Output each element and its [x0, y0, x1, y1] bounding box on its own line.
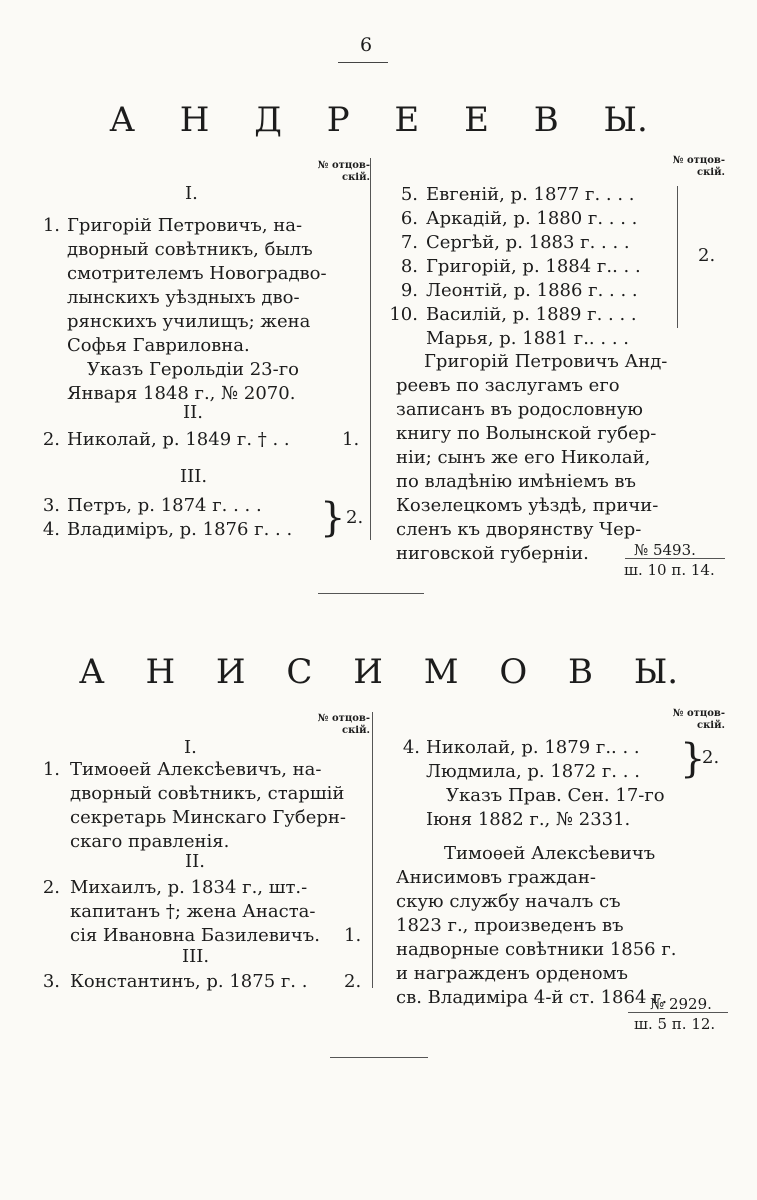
anisimovy-note: Тимоѳей Алексѣевичъ Анисимовъ граждан- скую службу началъ съ 1823 г., произведенъ въ надворные совѣтники 1856 г. и награжденъ орденомъ св. Владиміра 4-й ст. 1864 г.: [396, 843, 677, 1008]
title-letter: А: [109, 100, 135, 140]
page-number-rule: [338, 62, 388, 63]
otc-header-left: № отцов- скій.: [317, 160, 370, 183]
list-item: 5. Евгеній, р. 1877 г. . . .: [400, 184, 635, 205]
title-letter: Ы.: [633, 652, 679, 692]
otc-number: 2.: [344, 971, 362, 992]
right-entries: [384, 183, 641, 351]
entry-number: 4.: [42, 519, 60, 540]
entry-3-text: Петръ, р. 1874 г. . . .: [67, 495, 262, 516]
section-divider: [330, 1057, 428, 1058]
shelf-mark: ш. 10 п. 14.: [624, 561, 715, 579]
file-number: № 2929.: [650, 995, 712, 1013]
otc-number: 2.: [702, 747, 720, 768]
entry-5-text: Людмила, р. 1872 г. . .: [426, 761, 640, 782]
title-letter: И: [215, 652, 246, 692]
shelf-mark: ш. 5 п. 12.: [634, 1015, 716, 1033]
list-item: Марья, р. 1881 г.. . . .: [426, 328, 629, 349]
entry-2-text: Михаилъ, р. 1834 г., шт.- капитанъ †; жена Анаста- сія Ивановна Базилевичъ.: [70, 877, 320, 946]
entry-4-text: Владиміръ, р. 1876 г. . .: [67, 519, 293, 540]
title-letter: С: [286, 652, 313, 692]
list-item: 6. Аркадій, р. 1880 г. . . .: [400, 208, 638, 229]
andreevy-title: [0, 100, 757, 140]
title-letter: Н: [145, 652, 176, 692]
title-letter: А: [78, 652, 105, 692]
file-number: № 5493.: [634, 541, 696, 559]
ukaz-text: Указъ Герольдіи 23-го Января 1848 г., № 2070.: [67, 359, 299, 404]
entry-1-text: Тимоѳей Алексѣевичъ, на- дворный совѣтникъ, старшій секретарь Минскаго Губерн- скаго правленія.: [70, 759, 346, 852]
generation-heading: I.: [185, 183, 198, 204]
title-letter: М: [423, 652, 459, 692]
otc-number: 2.: [346, 507, 364, 528]
entry-1-text: Григорій Петровичъ, на- дворный совѣтникъ, былъ смотрителемъ Новоградво- лынскихъ уѣздныхъ дво- рянскихъ училищъ; жена Софья Гавриловна.: [67, 215, 327, 356]
entry-4-text: Николай, р. 1879 г.. . .: [426, 737, 640, 758]
generation-heading: II.: [185, 851, 205, 872]
generation-heading: I.: [184, 737, 197, 758]
entry-number: 2.: [42, 429, 60, 450]
title-letter: О: [499, 652, 528, 692]
brace: }: [680, 736, 706, 782]
title-letter: Е: [394, 100, 420, 140]
entry-number: 1.: [42, 759, 60, 780]
anisimovy-title: [0, 652, 757, 692]
list-item: 7. Сергѣй, р. 1883 г. . . .: [400, 232, 630, 253]
title-letter: Д: [254, 100, 282, 140]
list-item: 9. Леонтій, р. 1886 г. . . .: [400, 280, 638, 301]
page-number: 6: [360, 34, 373, 56]
generation-heading: III.: [182, 946, 210, 967]
otc-number: 1.: [344, 925, 362, 946]
generation-heading: II.: [183, 402, 203, 423]
title-letter: В: [533, 100, 559, 140]
entry-2-text: Николай, р. 1849 г. † . .: [67, 429, 290, 450]
brace: }: [320, 495, 346, 541]
column-divider: [370, 158, 371, 540]
entry-number: 2.: [42, 877, 60, 898]
entry-number: 3.: [42, 495, 60, 516]
andreevy-note: Григорій Петровичъ Анд- реевъ по заслугамъ его записанъ въ родословную книгу по Волынской губер- ніи; сынъ же его Николай, по владѣнію имѣніемъ въ Козелецкомъ уѣздѣ, причи- сленъ къ дворянству Чер- ниговской губерніи.: [396, 351, 668, 564]
section-divider: [318, 593, 424, 594]
title-letter: Ы.: [603, 100, 648, 140]
ukaz-text: Указъ Прав. Сен. 17-го Іюня 1882 г., № 2331.: [426, 785, 665, 830]
otc-number: 1.: [342, 429, 360, 450]
otc-header-right: № отцов- скій.: [672, 155, 725, 178]
title-letter: Н: [179, 100, 210, 140]
generation-heading: III.: [180, 466, 208, 487]
list-item: 10. Василій, р. 1889 г. . . .: [389, 304, 637, 325]
column-divider: [372, 712, 373, 988]
brace-line: [677, 186, 678, 328]
otc-header-right: № отцов- скій.: [672, 708, 725, 731]
title-letter: В: [568, 652, 594, 692]
list-item: 8. Григорій, р. 1884 г.. . .: [400, 256, 641, 277]
otc-header-left: № отцов- скій.: [317, 713, 370, 736]
entry-number: 4.: [402, 737, 420, 758]
title-letter: И: [353, 652, 383, 692]
entry-number: 3.: [42, 971, 60, 992]
title-letter: Е: [464, 100, 489, 140]
entry-3-text: Константинъ, р. 1875 г. .: [70, 971, 308, 992]
title-letter: Р: [326, 100, 350, 140]
otc-number: 2.: [698, 245, 716, 266]
entry-number: 1.: [42, 215, 60, 236]
